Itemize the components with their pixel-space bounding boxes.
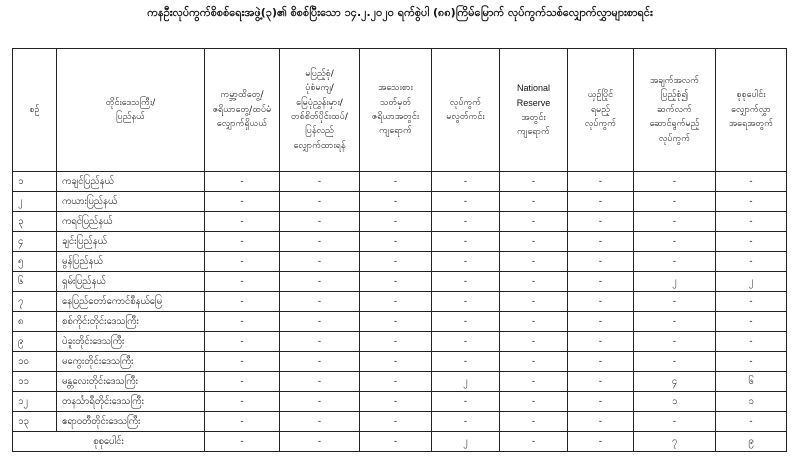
table-cell: - bbox=[205, 272, 280, 292]
table-header-row bbox=[13, 49, 787, 172]
table-cell: - bbox=[716, 192, 787, 212]
column-header: အသေးစား သတ်မှတ် ဇရိယာအတွင်း ကျရောက် bbox=[360, 49, 432, 172]
table-cell: - bbox=[500, 272, 568, 292]
column-header: National Reserve အတွင်း ကျရောက် bbox=[500, 49, 568, 172]
column-header: စုစုပေါင်း လျှောက်လွှာ အရေအတွက် bbox=[716, 49, 787, 172]
table-cell: - bbox=[432, 272, 500, 292]
table-cell: - bbox=[205, 292, 280, 312]
table-body bbox=[13, 172, 787, 452]
row-number: ၃ bbox=[13, 212, 57, 232]
table-cell: - bbox=[432, 292, 500, 312]
row-number: ၂ bbox=[13, 192, 57, 212]
table-cell: - bbox=[280, 332, 360, 352]
table-cell: - bbox=[500, 192, 568, 212]
table-cell: - bbox=[634, 252, 716, 272]
table-cell: - bbox=[280, 252, 360, 272]
region-name: မွန်ပြည်နယ် bbox=[57, 252, 205, 272]
total-cell: - bbox=[280, 432, 360, 452]
table-cell: ၁ bbox=[716, 392, 787, 412]
table-cell: - bbox=[432, 392, 500, 412]
row-number: ၅ bbox=[13, 252, 57, 272]
column-header: မပြည့်စုံ/ ပုံစံမကျ/ မြေပုံညွှန်းမှား/ တစ်စိတ်ပိုင်းထပ်/ ပြန်လည် လျှောက်ထားရန် bbox=[280, 49, 360, 172]
applications-table bbox=[12, 48, 787, 452]
table-cell: - bbox=[568, 192, 634, 212]
region-name: ကယားပြည်နယ် bbox=[57, 192, 205, 212]
table-cell: - bbox=[568, 312, 634, 332]
table-cell: ၂ bbox=[634, 272, 716, 292]
column-header: လုပ်ကွက် မလွတ်ကင်း bbox=[432, 49, 500, 172]
table-cell: - bbox=[634, 172, 716, 192]
table-cell: - bbox=[500, 252, 568, 272]
table-cell: - bbox=[500, 212, 568, 232]
row-number: ၈ bbox=[13, 312, 57, 332]
table-cell: ၁ bbox=[634, 392, 716, 412]
table-cell: - bbox=[716, 232, 787, 252]
region-name: စစ်ကိုင်းတိုင်းဒေသကြီး bbox=[57, 312, 205, 332]
region-name: ရှမ်းပြည်နယ် bbox=[57, 272, 205, 292]
table-cell: - bbox=[205, 172, 280, 192]
region-name: ချင်းပြည်နယ် bbox=[57, 232, 205, 252]
column-header: တိုင်းဒေသကြီး/ ပြည်နယ် bbox=[57, 49, 205, 172]
row-number: ၄ bbox=[13, 232, 57, 252]
table-cell: - bbox=[280, 392, 360, 412]
table-cell: - bbox=[360, 192, 432, 212]
table-cell: - bbox=[568, 412, 634, 432]
region-name: မကွေးတိုင်းဒေသကြီး bbox=[57, 352, 205, 372]
total-cell: - bbox=[568, 432, 634, 452]
table-cell: - bbox=[432, 332, 500, 352]
column-header: အချက်အလက် ပြည့်စုံ၍ ဆက်လက် ဆောင်ရွက်မည့် လုပ်ကွက် bbox=[634, 49, 716, 172]
total-cell: - bbox=[360, 432, 432, 452]
table-cell: - bbox=[432, 352, 500, 372]
total-cell: ၉ bbox=[716, 432, 787, 452]
table-cell: - bbox=[432, 192, 500, 212]
table-cell: - bbox=[360, 252, 432, 272]
table-cell: - bbox=[634, 292, 716, 312]
table-cell: - bbox=[716, 312, 787, 332]
table-cell: ၄ bbox=[634, 372, 716, 392]
table-cell: - bbox=[205, 352, 280, 372]
table-cell: - bbox=[360, 172, 432, 192]
table-cell: - bbox=[280, 312, 360, 332]
table-cell: - bbox=[432, 252, 500, 272]
row-number: ၁၀ bbox=[13, 352, 57, 372]
table-cell: - bbox=[634, 352, 716, 372]
total-cell: ၇ bbox=[634, 432, 716, 452]
table-row bbox=[13, 392, 787, 412]
table-cell: - bbox=[568, 352, 634, 372]
table-cell: - bbox=[634, 192, 716, 212]
table-row bbox=[13, 272, 787, 292]
row-number: ၉ bbox=[13, 332, 57, 352]
table-cell: - bbox=[360, 212, 432, 232]
table-cell: - bbox=[500, 292, 568, 312]
table-row bbox=[13, 172, 787, 192]
table-cell: - bbox=[634, 312, 716, 332]
table-cell: - bbox=[432, 232, 500, 252]
region-name: ကရင်ပြည်နယ် bbox=[57, 212, 205, 232]
table-cell: - bbox=[568, 332, 634, 352]
region-name: မန္တလေးတိုင်းဒေသကြီး bbox=[57, 372, 205, 392]
table-cell: - bbox=[360, 232, 432, 252]
table-row bbox=[13, 212, 787, 232]
table-cell: - bbox=[205, 412, 280, 432]
region-name: ကချင်ပြည်နယ် bbox=[57, 172, 205, 192]
table-cell: - bbox=[432, 172, 500, 192]
total-label: စုစုပေါင်း bbox=[13, 432, 205, 452]
column-header: စဉ် bbox=[13, 49, 57, 172]
row-number: ၁ bbox=[13, 172, 57, 192]
table-cell: - bbox=[360, 312, 432, 332]
table-cell: - bbox=[716, 332, 787, 352]
column-header: ကမ္ဘာ့ထိတွေ့/ ဇရိယာတွေ့/ထပ်မံ လျှောက်ရှိယယ် bbox=[205, 49, 280, 172]
table-row bbox=[13, 352, 787, 372]
table-cell: - bbox=[716, 172, 787, 192]
table-cell: ၆ bbox=[716, 372, 787, 392]
table-cell: - bbox=[205, 332, 280, 352]
row-number: ၁၃ bbox=[13, 412, 57, 432]
region-name: ဧရာဝတီတိုင်းဒေသကြီး bbox=[57, 412, 205, 432]
table-cell: - bbox=[205, 312, 280, 332]
table-cell: - bbox=[500, 332, 568, 352]
table-cell: - bbox=[280, 272, 360, 292]
table-cell: - bbox=[205, 212, 280, 232]
total-cell: - bbox=[205, 432, 280, 452]
table-cell: - bbox=[500, 172, 568, 192]
table-cell: - bbox=[432, 412, 500, 432]
table-cell: - bbox=[360, 332, 432, 352]
table-cell: - bbox=[634, 412, 716, 432]
table-cell: - bbox=[568, 232, 634, 252]
row-number: ၆ bbox=[13, 272, 57, 292]
total-row bbox=[13, 432, 787, 452]
table-cell: - bbox=[360, 352, 432, 372]
table-cell: - bbox=[568, 172, 634, 192]
table-cell: ၂ bbox=[432, 372, 500, 392]
table-cell: - bbox=[280, 212, 360, 232]
table-cell: - bbox=[634, 332, 716, 352]
page-title: ကနဦးလုပ်ကွက်စိစစ်ရေးအဖွဲ့(၃)၏ စိစစ်ပြီးသော ၁၄.၂.၂၀၂၀ ရက်စွဲပါ (၈၈)ကြိမ်မြောက် လုပ်ကွက်သစ်လျှောက်လွှာများစာရင်း bbox=[147, 6, 653, 19]
table-cell: - bbox=[360, 292, 432, 312]
table-cell: - bbox=[280, 192, 360, 212]
table-cell: - bbox=[716, 352, 787, 372]
table-cell: - bbox=[280, 352, 360, 372]
column-header: ယှဉ်ပြိုင် ရမည့် လုပ်ကွက် bbox=[568, 49, 634, 172]
table-cell: - bbox=[568, 212, 634, 232]
region-name: တနင်္သာရီတိုင်းဒေသကြီး bbox=[57, 392, 205, 412]
table-cell: - bbox=[500, 392, 568, 412]
table-cell: - bbox=[500, 372, 568, 392]
table-cell: - bbox=[205, 392, 280, 412]
table-cell: - bbox=[716, 252, 787, 272]
region-name: နေပြည်တော်ကောင်စီနယ်မြေ bbox=[57, 292, 205, 312]
table-cell: - bbox=[634, 212, 716, 232]
table-cell: - bbox=[500, 232, 568, 252]
table-cell: - bbox=[634, 232, 716, 252]
table-cell: - bbox=[205, 232, 280, 252]
row-number: ၁၁ bbox=[13, 372, 57, 392]
table-cell: - bbox=[500, 412, 568, 432]
table-cell: - bbox=[360, 272, 432, 292]
table-cell: - bbox=[280, 172, 360, 192]
table-row bbox=[13, 412, 787, 432]
table-row bbox=[13, 192, 787, 212]
table-cell: - bbox=[360, 372, 432, 392]
table-row bbox=[13, 312, 787, 332]
table-cell: - bbox=[500, 312, 568, 332]
table-row bbox=[13, 332, 787, 352]
region-name: ပဲခူးတိုင်းဒေသကြီး bbox=[57, 332, 205, 352]
table-cell: - bbox=[360, 412, 432, 432]
table-cell: - bbox=[716, 212, 787, 232]
table-cell: - bbox=[205, 192, 280, 212]
table-cell: - bbox=[568, 252, 634, 272]
table-cell: - bbox=[568, 372, 634, 392]
table-cell: - bbox=[432, 212, 500, 232]
total-cell: - bbox=[500, 432, 568, 452]
table-cell: - bbox=[568, 292, 634, 312]
table-cell: - bbox=[500, 352, 568, 372]
table-row bbox=[13, 252, 787, 272]
table-cell: - bbox=[280, 372, 360, 392]
table-cell: - bbox=[205, 372, 280, 392]
table-cell: - bbox=[280, 292, 360, 312]
row-number: ၁၂ bbox=[13, 392, 57, 412]
row-number: ၇ bbox=[13, 292, 57, 312]
table-cell: - bbox=[716, 412, 787, 432]
table-row bbox=[13, 372, 787, 392]
table-cell: - bbox=[280, 412, 360, 432]
table-cell: - bbox=[716, 292, 787, 312]
table-cell: - bbox=[568, 392, 634, 412]
table-cell: - bbox=[205, 252, 280, 272]
table-cell: - bbox=[360, 392, 432, 412]
table-cell: - bbox=[280, 232, 360, 252]
table-cell: ၂ bbox=[716, 272, 787, 292]
table-cell: - bbox=[568, 272, 634, 292]
table-cell: - bbox=[432, 312, 500, 332]
table-row bbox=[13, 292, 787, 312]
table-row bbox=[13, 232, 787, 252]
total-cell: ၂ bbox=[432, 432, 500, 452]
